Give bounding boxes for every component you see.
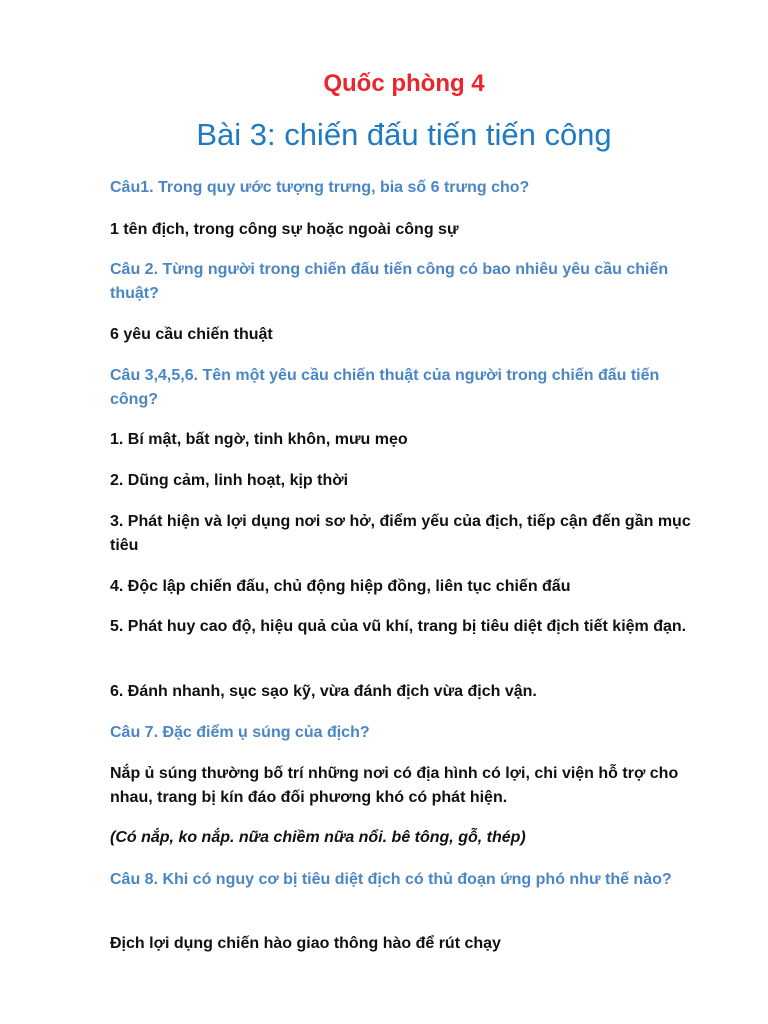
question-3-6: Câu 3,4,5,6. Tên một yêu cầu chiến thuật của người trong chiến đấu tiến công? [110,367,660,408]
question-8: Câu 8. Khi có nguy cơ bị tiêu diệt địch có thủ đoạn ứng phó như thế nào? [110,871,672,888]
course-title: Quốc phòng 4 [323,70,485,97]
question-2: Câu 2. Từng người trong chiến đấu tiến công có bao nhiêu yêu cầu chiến thuật? [110,261,669,302]
answer-7: Nắp ủ súng thường bố trí những nơi có địa hình có lợi, chi viện hỗ trợ cho nhau, trang bị kín đáo đối phương khó có phát hiện. [110,765,679,806]
answer-7-note: (Có nắp, ko nắp. nữa chiềm nữa nổi. bê tông, gỗ, thép) [110,829,526,846]
question-1: Câu1. Trong quy ước tượng trưng, bia số 6 trưng cho? [110,179,530,196]
answer-2: 6 yêu cầu chiến thuật [110,326,273,343]
answer-3-item-6: 6. Đánh nhanh, sục sạo kỹ, vừa đánh địch vừa địch vận. [110,683,537,700]
answer-3-item-2: 2. Dũng cảm, linh hoạt, kịp thời [110,472,349,489]
lesson-title: Bài 3: chiến đấu tiến tiến công [196,117,612,152]
answer-1: 1 tên địch, trong công sự hoặc ngoài công sự [110,221,459,238]
answer-3-item-1: 1. Bí mật, bất ngờ, tinh khôn, mưu mẹo [110,431,408,448]
answer-3-item-4: 4. Độc lập chiến đấu, chủ động hiệp đồng, liên tục chiến đấu [110,578,571,595]
answer-8: Địch lợi dụng chiến hào giao thông hào để rút chạy [110,935,501,952]
answer-3-item-5: 5. Phát huy cao độ, hiệu quả của vũ khí, trang bị tiêu diệt địch tiết kiệm đạn. [110,618,687,635]
question-7: Câu 7. Đặc điểm ụ súng của địch? [110,724,370,741]
answer-3-item-3: 3. Phát hiện và lợi dụng nơi sơ hở, điểm yếu của địch, tiếp cận đến gần mục tiêu [110,513,691,554]
